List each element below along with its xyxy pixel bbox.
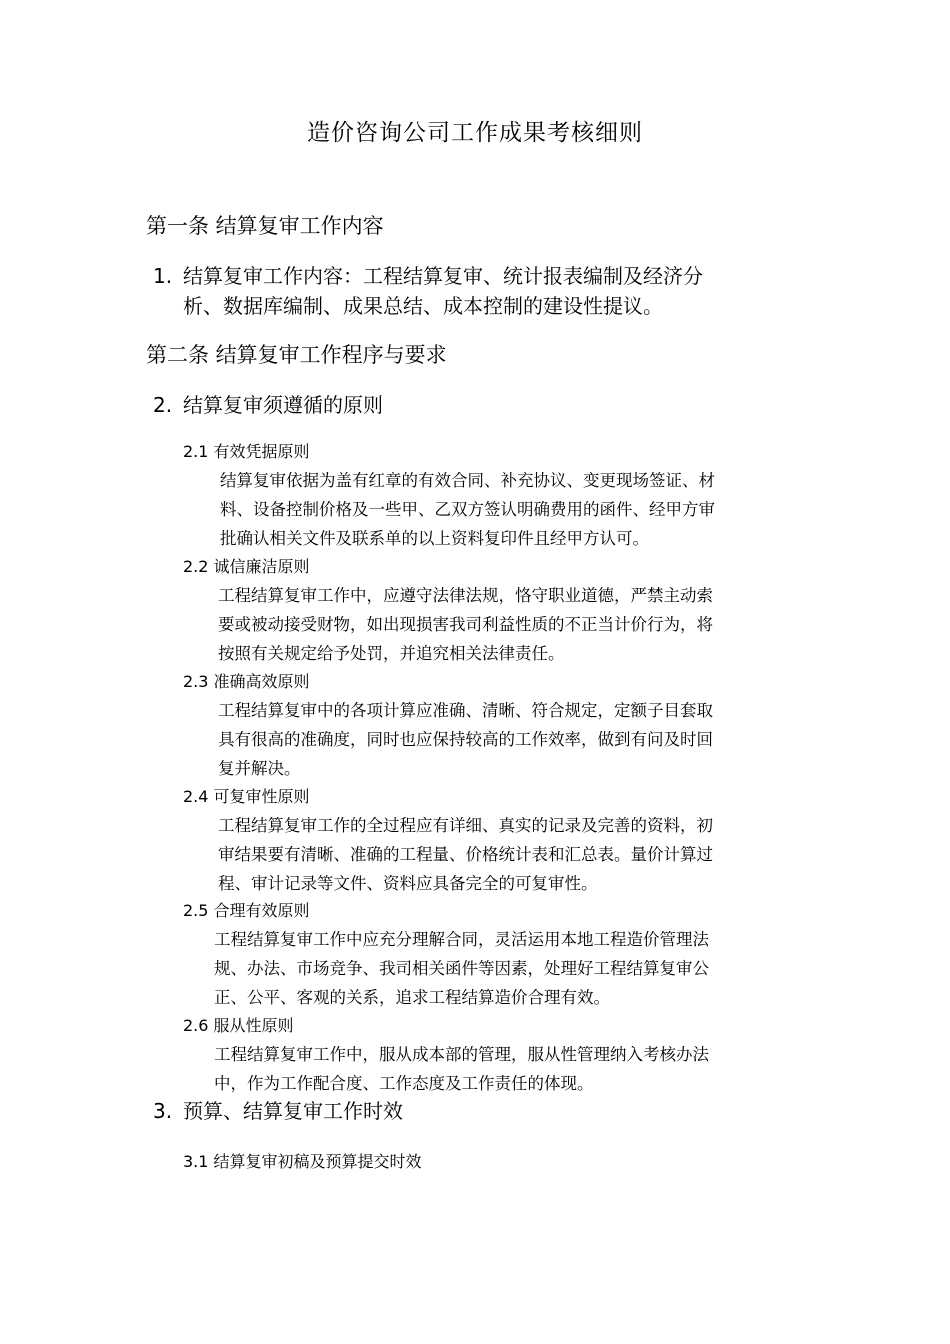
section-2-6-line: 工程结算复审工作中，服从成本部的管理，服从性管理纳入考核办法 — [214, 1045, 709, 1064]
section-2-4-line: 工程结算复审工作的全过程应有详细、真实的记录及完善的资料，初 — [218, 816, 713, 835]
section-2-6-line: 中，作为工作配合度、工作态度及工作责任的体现。 — [214, 1074, 594, 1093]
item-3-text: 预算、结算复审工作时效 — [183, 1099, 403, 1123]
section-2-4-line: 审结果要有清晰、准确的工程量、价格统计表和汇总表。量价计算过 — [218, 845, 713, 864]
section-2-1-line: 批确认相关文件及联系单的以上资料复印件且经甲方认可。 — [220, 529, 649, 548]
section-2-3-line: 复并解决。 — [218, 759, 301, 778]
section-2-3-heading: 2.3 准确高效原则 — [183, 672, 310, 691]
section-2-1-line: 料、设备控制价格及一些甲、乙双方签认明确费用的函件、经甲方审 — [220, 500, 715, 519]
item-3-number: 3. — [153, 1099, 173, 1123]
section-2-1-body — [220, 466, 810, 553]
section-2-1-line: 结算复审依据为盖有红章的有效合同、补充协议、变更现场签证、材 — [220, 471, 715, 490]
item-2-text: 结算复审须遵循的原则 — [183, 393, 383, 417]
section-2-2-line: 要或被动接受财物，如出现损害我司利益性质的不正当计价行为，将 — [218, 615, 713, 634]
section-2-6-body — [214, 1040, 804, 1098]
section-3-1-heading: 3.1 结算复审初稿及预算提交时效 — [183, 1152, 422, 1171]
section-2-6-heading: 2.6 服从性原则 — [183, 1016, 294, 1035]
section-2-5-line: 规、办法、市场竞争、我司相关函件等因素，处理好工程结算复审公 — [214, 959, 709, 978]
section-2-2-body — [218, 581, 808, 668]
item-1-line-1: 结算复审工作内容：工程结算复审、统计报表编制及经济分 — [183, 264, 703, 288]
section-2-5-body — [214, 925, 804, 1012]
section-2-5-line: 正、公平、客观的关系，追求工程结算造价合理有效。 — [214, 988, 610, 1007]
item-1-number: 1. — [153, 264, 173, 288]
section-2-2-line: 按照有关规定给予处罚，并追究相关法律责任。 — [218, 644, 565, 663]
section-2-4-heading: 2.4 可复审性原则 — [183, 787, 310, 806]
section-2-5-heading: 2.5 合理有效原则 — [183, 901, 310, 920]
section-2-3-body — [218, 696, 808, 783]
article-2-heading: 第二条 结算复审工作程序与要求 — [146, 343, 447, 367]
section-2-2-line: 工程结算复审工作中，应遵守法律法规，恪守职业道德，严禁主动索 — [218, 586, 713, 605]
section-2-5-line: 工程结算复审工作中应充分理解合同，灵活运用本地工程造价管理法 — [214, 930, 709, 949]
section-2-3-line: 具有很高的准确度，同时也应保持较高的工作效率，做到有问及时回 — [218, 730, 713, 749]
article-1-heading: 第一条 结算复审工作内容 — [146, 214, 384, 238]
item-2-number: 2. — [153, 393, 173, 417]
section-2-4-line: 程、审计记录等文件、资料应具备完全的可复审性。 — [218, 874, 598, 893]
section-2-3-line: 工程结算复审中的各项计算应准确、清晰、符合规定，定额子目套取 — [218, 701, 713, 720]
section-2-1-heading: 2.1 有效凭据原则 — [183, 442, 310, 461]
item-1-line-2: 析、数据库编制、成果总结、成本控制的建设性提议。 — [183, 294, 663, 318]
page-title: 造价咨询公司工作成果考核细则 — [307, 120, 643, 146]
section-2-2-heading: 2.2 诚信廉洁原则 — [183, 557, 310, 576]
section-2-4-body — [218, 811, 808, 898]
